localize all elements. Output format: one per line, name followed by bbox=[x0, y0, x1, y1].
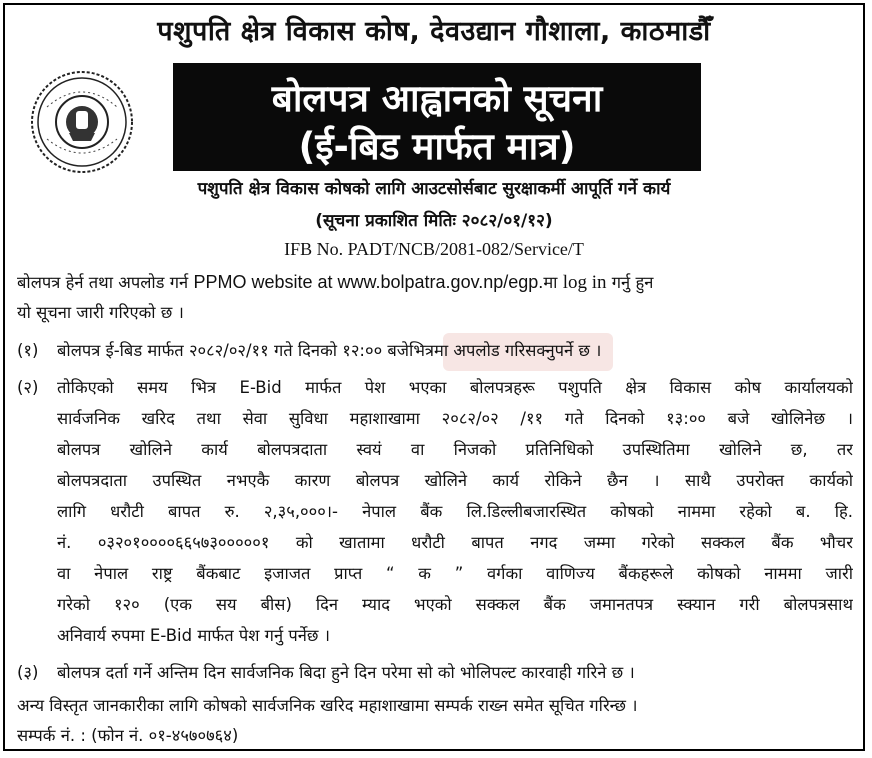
tender-notice-banner bbox=[173, 63, 701, 171]
item-line: गरेको १२० (एक सय बीस) दिन म्याद भएको सक्कल बैंक जमानतपत्र स्क्यान गरी बोलपत्रसाथ bbox=[57, 595, 853, 614]
intro-text: मा bbox=[543, 273, 563, 292]
organization-seal-icon bbox=[27, 67, 137, 177]
intro-text: बोलपत्र हेर्न तथा अपलोड गर्न bbox=[17, 273, 194, 292]
footer-line: अन्य विस्तृत जानकारीका लागि कोषको सार्वजनिक खरिद महाशाखामा सम्पर्क राख्न समेत सूचित गरिन्छ । bbox=[17, 696, 638, 715]
item-line: वा नेपाल राष्ट्र बैंकबाट इजाजत प्राप्त “ क ” वर्गका वाणिज्य बैंकहरूले कोषको नाममा जारी bbox=[57, 564, 853, 583]
banner-title: बोलपत्र आह्वानको सूचना bbox=[271, 77, 603, 120]
organization-title: पशुपति क्षेत्र विकास कोष, देवउद्यान गौशाला, काठमाडौँ bbox=[157, 16, 711, 47]
publication-date: (सूचना प्रकाशित मितिः २०८२/०१/१२) bbox=[315, 211, 553, 231]
item-number: (३) bbox=[17, 663, 39, 682]
item-line: तोकिएको समय भित्र E-Bid मार्फत पेश भएका बोलपत्रहरू पशुपति क्षेत्र विकास कोष कार्यालयको bbox=[57, 378, 853, 397]
login-text: log in bbox=[562, 272, 607, 293]
banner-subtitle: (ई-बिड मार्फत मात्र) bbox=[298, 125, 576, 168]
item-line: बोलपत्र ई-बिड मार्फत २०८२/०२/११ गते दिनको १२:०० बजेभित्रमा अपलोड गरिसक्नुपर्ने छ । bbox=[57, 341, 602, 360]
item-line: नं. ०३२०१००००६६५७३०००००१ को खातामा धरौटी बापत नगद जम्मा गरेको सक्कल बैंक भौचर bbox=[57, 533, 853, 552]
item-number: (१) bbox=[17, 341, 39, 360]
intro-text: गर्नु हुन bbox=[606, 273, 654, 292]
intro-line-2: यो सूचना जारी गरिएको छ । bbox=[17, 303, 184, 322]
item-line: लागि धरौटी बापत रु. २,३५,०००।- नेपाल बैंक लि.डिल्लीबजारस्थित कोषको नाममा रहेको ब. हि. bbox=[57, 502, 853, 521]
intro-line-1 bbox=[17, 270, 853, 294]
item-line: सार्वजनिक खरिद तथा सेवा सुविधा महाशाखामा २०८२/०२ /११ गते दिनको १३:०० बजे खोलिनेछ । bbox=[57, 409, 853, 428]
item-line: बोलपत्र खोलिने कार्य बोलपत्रदाता स्वयं वा निजको प्रतिनिधिको उपस्थितिमा खोलिने छ, तर bbox=[57, 440, 853, 459]
contact-number: सम्पर्क नं. : (फोन नं. ०१-४५७०७६४) bbox=[17, 726, 239, 745]
notice-subject: पशुपति क्षेत्र विकास कोषको लागि आउटसोर्सबाट सुरक्षाकर्मी आपूर्ति गर्ने कार्य bbox=[197, 179, 671, 199]
ifb-number: IFB No. PADT/NCB/2081-082/Service/T bbox=[284, 239, 584, 259]
notice-frame bbox=[3, 3, 865, 751]
ppmo-website-link[interactable]: PPMO website at www.bolpatra.gov.np/egp. bbox=[193, 272, 544, 292]
item-line: बोलपत्रदाता उपस्थित नभएकै कारण बोलपत्र खोलिने कार्य रोकिने छैन । साथै उपरोक्त कार्यको bbox=[57, 471, 853, 490]
item-number: (२) bbox=[17, 378, 39, 397]
item-line: अनिवार्य रुपमा E-Bid मार्फत पेश गर्नु पर्नेछ । bbox=[57, 626, 330, 645]
item-line: बोलपत्र दर्ता गर्ने अन्तिम दिन सार्वजनिक बिदा हुने दिन परेमा सो को भोलिपल्ट कारवाही गरिने छ । bbox=[57, 663, 635, 682]
